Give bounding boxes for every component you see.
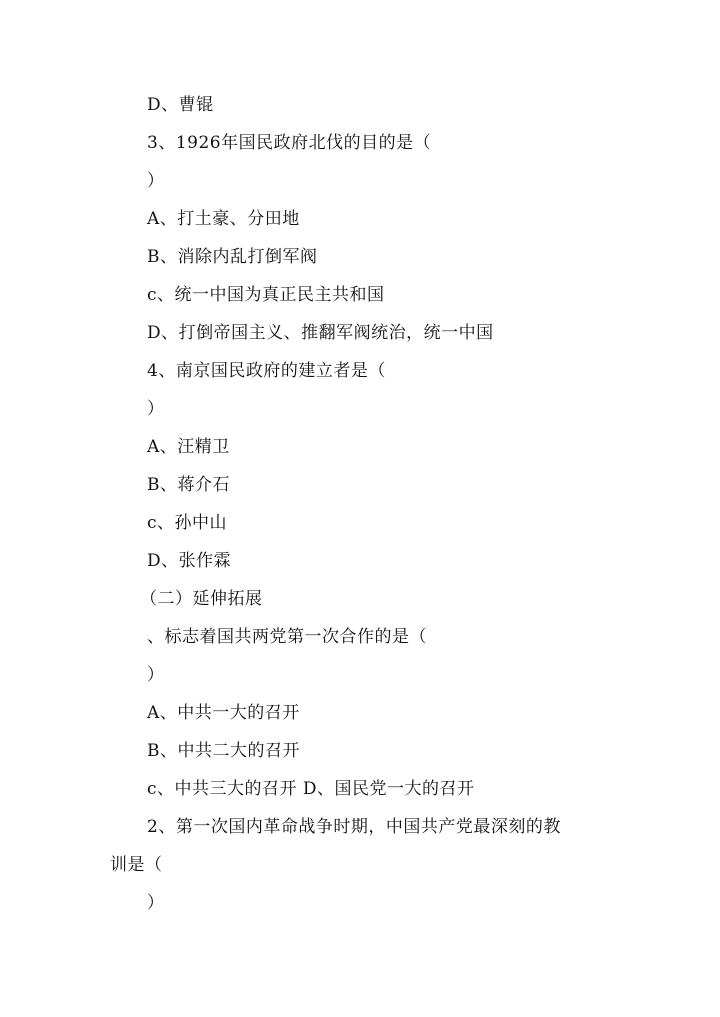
extension-question-1-answer-blank: ） (147, 665, 165, 685)
extension-question-2-answer-blank: ） (147, 893, 165, 913)
extension-question-2-continued: 训是（ (110, 855, 163, 875)
question-4-answer-blank: ） (147, 399, 165, 419)
q4-option-a: A、汪精卫 (147, 437, 230, 457)
question-3-answer-blank: ） (147, 171, 165, 191)
extension-question-2: 2、第一次国内革命战争时期，中国共产党最深刻的教 (147, 817, 561, 837)
ext-q1-option-a: A、中共一大的召开 (147, 703, 300, 723)
ext-q1-option-c-d: c、中共三大的召开 D、国民党一大的召开 (147, 779, 475, 799)
q3-option-c: c、统一中国为真正民主共和国 (147, 285, 385, 305)
ext-q1-option-b: B、中共二大的召开 (147, 741, 300, 761)
q4-option-c: c、孙中山 (147, 513, 228, 533)
question-3: 3、1926年国民政府北伐的目的是（ (147, 133, 432, 153)
q3-option-b: B、消除内乱打倒军阀 (147, 247, 318, 267)
q4-option-d: D、张作霖 (147, 551, 232, 571)
section-heading-extension: （二）延伸拓展 (140, 589, 263, 609)
q4-option-b: B、蒋介石 (147, 475, 230, 495)
extension-question-1: 、标志着国共两党第一次合作的是（ (147, 627, 427, 647)
q3-option-d: D、打倒帝国主义、推翻军阀统治，统一中国 (147, 323, 494, 343)
question-4: 4、南京国民政府的建立者是（ (147, 361, 386, 381)
q3-option-a: A、打土豪、分田地 (147, 209, 300, 229)
option-d-cao-kun: D、曹锟 (147, 95, 214, 115)
